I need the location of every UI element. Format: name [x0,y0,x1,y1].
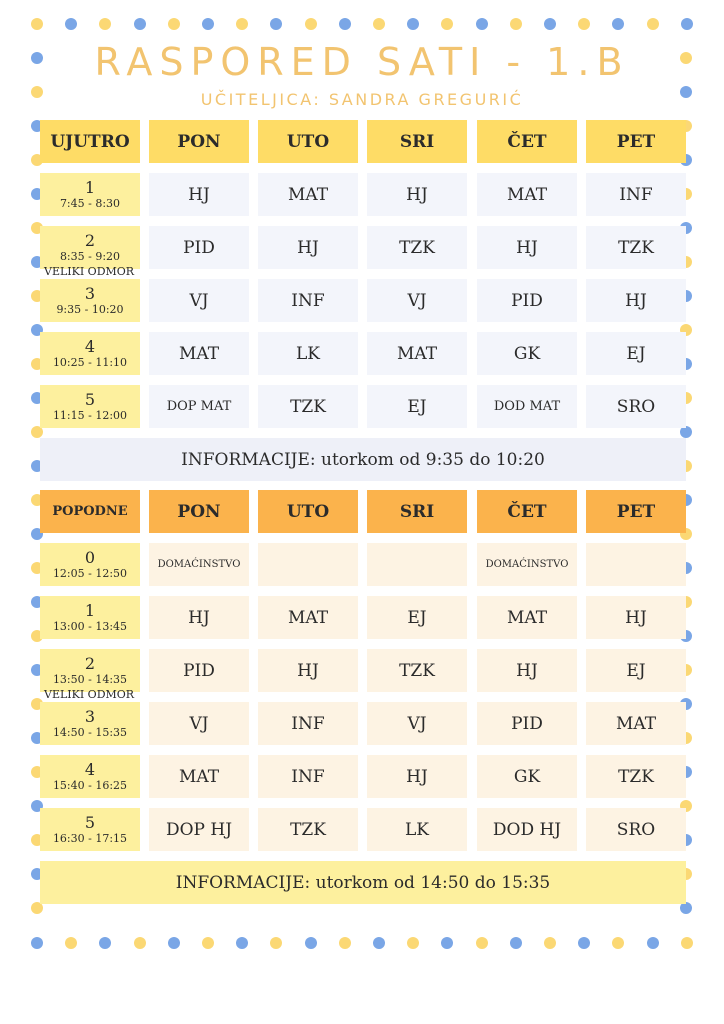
subject-cell: TZK [258,385,358,428]
subject-cell: DOMAĆINSTVO [149,543,249,586]
day-header-1: UTO [258,120,358,163]
subject-cell: HJ [367,755,467,798]
subject-cell: TZK [258,808,358,851]
period-time: 7:45 - 8:30 [59,197,121,210]
day-header-2: SRI [367,120,467,163]
subject-cell: DOP HJ [149,808,249,851]
period-cell [40,755,140,798]
border-dot [339,937,351,949]
border-dot [476,18,488,30]
period-cell [40,279,140,322]
period-cell [40,226,140,269]
subject-cell: EJ [586,332,686,375]
border-dot [476,937,488,949]
afternoon-label: POPODNE [40,490,140,533]
period-number: 5 [84,813,96,832]
period-time: 9:35 - 10:20 [56,303,124,316]
border-dot [441,18,453,30]
subject-cell: EJ [586,649,686,692]
border-dot [578,18,590,30]
subject-cell: EJ [367,385,467,428]
border-dot [202,937,214,949]
border-dot [31,18,43,30]
border-dot [168,937,180,949]
border-dot [339,18,351,30]
border-dot [578,937,590,949]
border-dot [544,18,556,30]
border-dot [236,937,248,949]
period-number: 5 [84,390,96,409]
period-number: 4 [84,337,96,356]
period-cell [40,332,140,375]
subject-cell: HJ [258,226,358,269]
border-dot [441,937,453,949]
subject-cell: DOD HJ [477,808,577,851]
subject-cell: HJ [477,226,577,269]
day-header-1: UTO [258,490,358,533]
border-dot [134,937,146,949]
period-number: 3 [84,284,96,303]
subject-cell: INF [258,279,358,322]
subject-cell: TZK [367,226,467,269]
period-number: 4 [84,760,96,779]
subject-cell: GK [477,755,577,798]
border-dot [544,937,556,949]
period-time: 13:00 - 13:45 [52,620,128,633]
subject-cell: DOP MAT [149,385,249,428]
border-dot [510,937,522,949]
subject-cell: HJ [367,173,467,216]
subject-cell: TZK [586,755,686,798]
afternoon-info-bar: INFORMACIJE: utorkom od 14:50 do 15:35 [40,861,686,904]
border-dot [168,18,180,30]
period-number: 1 [84,601,96,620]
day-header-3: ČET [477,120,577,163]
subject-cell: VJ [149,702,249,745]
subject-cell: VJ [367,279,467,322]
subject-cell: PID [477,702,577,745]
subject-cell: DOMAĆINSTVO [477,543,577,586]
subject-cell: TZK [367,649,467,692]
subject-cell: TZK [586,226,686,269]
border-dot [305,18,317,30]
subject-cell: VJ [367,702,467,745]
border-dot [510,18,522,30]
border-dot [647,18,659,30]
border-dot [31,937,43,949]
subject-cell: LK [367,808,467,851]
subject-cell [586,543,686,586]
border-dot [99,937,111,949]
subject-cell: MAT [477,173,577,216]
morning-info-bar: INFORMACIJE: utorkom od 9:35 do 10:20 [40,438,686,481]
day-header-3: ČET [477,490,577,533]
day-header-4: PET [586,490,686,533]
border-dot [612,18,624,30]
subject-cell: VJ [149,279,249,322]
subject-cell: INF [586,173,686,216]
subject-cell: PID [149,226,249,269]
subject-cell: MAT [258,173,358,216]
subject-cell: PID [149,649,249,692]
subject-cell: HJ [586,596,686,639]
border-dot [270,937,282,949]
subject-cell: MAT [367,332,467,375]
subject-cell: MAT [149,332,249,375]
period-number: 2 [84,231,96,250]
border-dot [681,18,693,30]
subject-cell: HJ [258,649,358,692]
period-cell [40,596,140,639]
border-dot [65,18,77,30]
period-time: 11:15 - 12:00 [52,409,128,422]
subject-cell: HJ [149,173,249,216]
period-cell [40,649,140,692]
period-cell [40,808,140,851]
subject-cell: INF [258,702,358,745]
subject-cell: PID [477,279,577,322]
subject-cell: DOD MAT [477,385,577,428]
subject-cell: LK [258,332,358,375]
period-time: 13:50 - 14:35 [52,673,128,686]
morning-label: UJUTRO [40,120,140,163]
day-header-4: PET [586,120,686,163]
period-cell [40,543,140,586]
subject-cell: GK [477,332,577,375]
period-time: 12:05 - 12:50 [52,567,128,580]
break-label: VELIKI ODMOR [44,265,135,278]
subject-cell [367,543,467,586]
day-header-0: PON [149,120,249,163]
subject-cell: EJ [367,596,467,639]
subject-cell: MAT [149,755,249,798]
border-dot [305,937,317,949]
period-cell [40,702,140,745]
border-dot [134,18,146,30]
border-dot [373,937,385,949]
period-number: 1 [84,178,96,197]
period-number: 2 [84,654,96,673]
subject-cell: SRO [586,808,686,851]
border-dot [202,18,214,30]
period-cell [40,385,140,428]
break-label: VELIKI ODMOR [44,688,135,701]
period-number: 0 [84,548,96,567]
subject-cell: SRO [586,385,686,428]
subject-cell: MAT [477,596,577,639]
day-header-0: PON [149,490,249,533]
period-time: 10:25 - 11:10 [52,356,128,369]
border-dot [681,937,693,949]
period-time: 16:30 - 17:15 [52,832,128,845]
subject-cell: HJ [477,649,577,692]
subject-cell: MAT [586,702,686,745]
subject-cell: HJ [149,596,249,639]
period-number: 3 [84,707,96,726]
border-dot [236,18,248,30]
subject-cell: MAT [258,596,358,639]
period-time: 15:40 - 16:25 [52,779,128,792]
subject-cell: INF [258,755,358,798]
teacher-subtitle: UČITELJICA: SANDRA GREGURIĆ [200,90,524,109]
border-dot [647,937,659,949]
subject-cell [258,543,358,586]
border-dot [270,18,282,30]
border-dot [407,18,419,30]
border-dot [612,937,624,949]
period-cell [40,173,140,216]
border-dot [99,18,111,30]
border-dot [65,937,77,949]
period-time: 8:35 - 9:20 [59,250,121,263]
subject-cell: HJ [586,279,686,322]
border-dot [373,18,385,30]
period-time: 14:50 - 15:35 [52,726,128,739]
border-dot [407,937,419,949]
day-header-2: SRI [367,490,467,533]
page-title: RASPORED SATI - 1.B [94,40,630,84]
